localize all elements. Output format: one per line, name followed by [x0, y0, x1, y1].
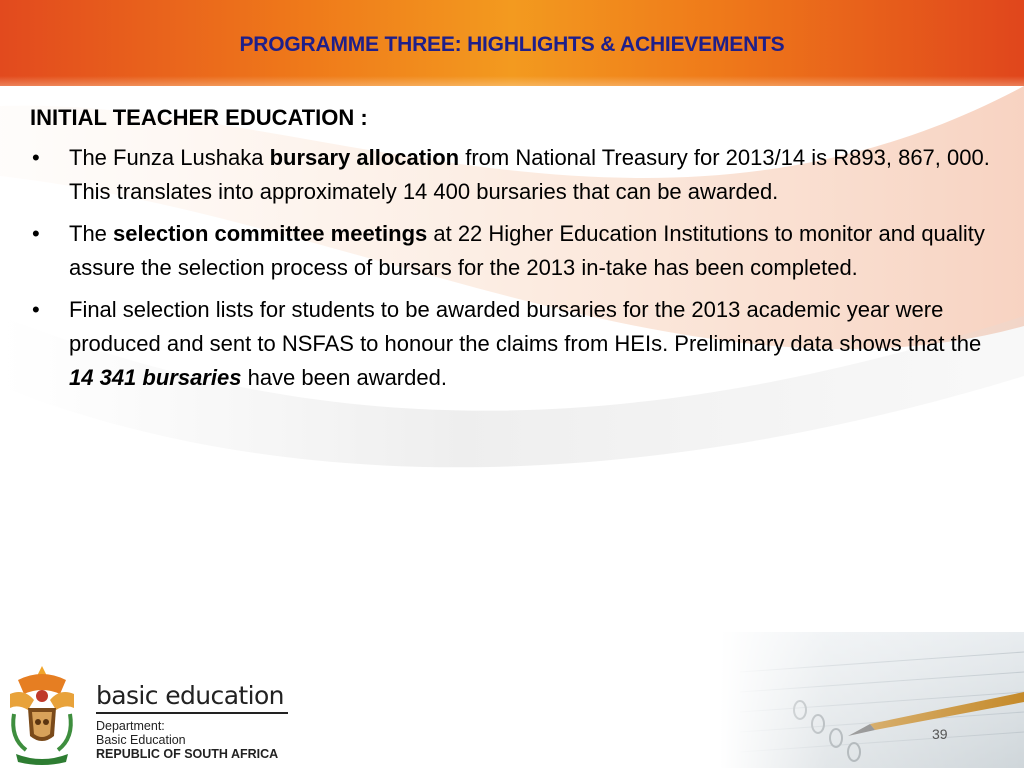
- bullet-emphasis: 14 341 bursaries: [69, 365, 242, 390]
- slide-body: [30, 101, 995, 403]
- bullet-text: at 22 Higher Education Institutions to monitor and quality assure the selection process of bursars for the 2013 in-take has been completed.: [69, 221, 985, 280]
- bullet-item: [30, 217, 995, 285]
- title-bar: [0, 0, 1024, 86]
- bullet-text: The: [69, 221, 114, 246]
- brand-title: basic education: [96, 681, 284, 710]
- brand-dept-name: Basic Education: [96, 733, 186, 747]
- bullet-text: The Funza Lushaka: [69, 145, 270, 170]
- bullet-text: have been awarded.: [241, 365, 447, 390]
- section-heading: INITIAL TEACHER EDUCATION :: [30, 105, 368, 130]
- bullet-text: from National Treasury for 2013/14 is R893, 867, 000. This translates into approximately 14 400 bursaries that can be awarded.: [69, 145, 990, 204]
- slide-title: PROGRAMME THREE: HIGHLIGHTS & ACHIEVEMENTS: [239, 33, 785, 56]
- bullet-item: [30, 141, 995, 209]
- bullet-emphasis: bursary allocation: [269, 145, 460, 170]
- bullet-item: [30, 293, 995, 395]
- bullet-emphasis: selection committee meetings: [113, 221, 428, 246]
- department-brand: [96, 682, 288, 761]
- brand-divider: [96, 712, 288, 714]
- brand-dept-line: Department:: [96, 719, 165, 733]
- bullet-icon: •: [32, 297, 40, 322]
- notebook-pen-photo: [720, 632, 1024, 768]
- bullet-list: [30, 141, 995, 395]
- coat-of-arms-icon: [4, 664, 80, 768]
- bullet-icon: •: [32, 221, 40, 246]
- bullet-text: Final selection lists for students to be awarded bursaries for the 2013 academic year were produced and sent to NSFAS to honour the claims from HEIs. Preliminary data shows that the: [69, 297, 982, 356]
- page-number: 39: [932, 726, 948, 742]
- bullet-icon: •: [32, 145, 40, 170]
- brand-country: REPUBLIC OF SOUTH AFRICA: [96, 747, 279, 761]
